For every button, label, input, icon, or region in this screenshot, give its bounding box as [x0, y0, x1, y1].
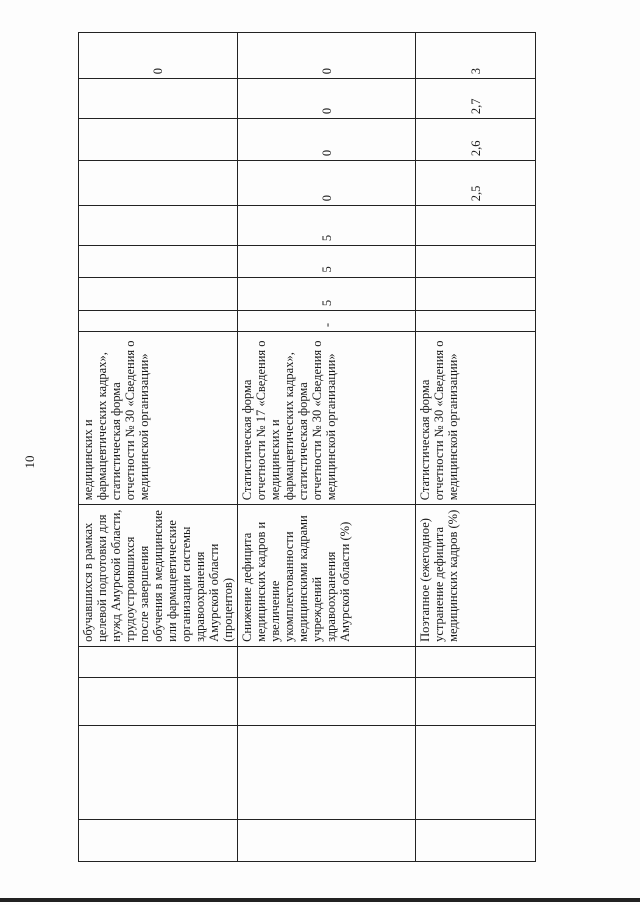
value-cell: 5 [238, 206, 416, 246]
value-cell: 5 [238, 277, 416, 311]
value-cell: 0 [238, 33, 416, 79]
cell-empty [238, 725, 416, 819]
cell-empty [238, 646, 416, 677]
indicator-cell: обучавшихся в рамках целевой подготовки для нужд Амурской области, трудоустроившихся после завершения обучения в медицинские или фармацевтические организации системы здравоохранения Амурской области (процентов) [79, 505, 238, 647]
value-cell: 0 [79, 33, 238, 79]
cell-empty [79, 646, 238, 677]
value-cell: 5 [238, 246, 416, 277]
value-cell [79, 161, 238, 206]
cell-empty [79, 725, 238, 819]
indicator-cell: Поэтапное (ежегодное) устранение дефицита медицинских кадров (%) [416, 505, 536, 647]
cell-empty [416, 820, 536, 862]
page-number: 10 [22, 455, 37, 469]
scan-edge-rule [0, 898, 640, 902]
value-cell [79, 206, 238, 246]
value-cell [416, 246, 536, 277]
value-cell: 3 [416, 33, 536, 79]
indicators-table [78, 32, 536, 862]
value-cell [416, 206, 536, 246]
value-cell: 2,6 [416, 119, 536, 161]
value-cell: 2,7 [416, 79, 536, 119]
value-cell [79, 79, 238, 119]
value-cell [79, 246, 238, 277]
cell-empty [416, 678, 536, 725]
cell-empty [416, 725, 536, 819]
cell-empty [238, 678, 416, 725]
value-cell: 0 [238, 79, 416, 119]
source-cell: Статистическая форма отчетности № 17 «Сведения о медицинских и фармацевтических кадрах», статистическая форма отчетности № 30 «Сведения о медицинской организации» [238, 332, 416, 505]
value-cell [416, 311, 536, 332]
value-cell: 0 [238, 161, 416, 206]
value-cell: - [238, 311, 416, 332]
table-row [238, 33, 416, 862]
indicator-cell: Снижение дефицита медицинских кадров и увеличение укомплектованности медицинскими кадрами учреждений здравоохранения Амурской области (%) [238, 505, 416, 647]
cell-empty [79, 678, 238, 725]
value-cell: 2,5 [416, 161, 536, 206]
value-cell [79, 277, 238, 311]
cell-empty [416, 646, 536, 677]
source-cell: Статистическая форма отчетности № 30 «Сведения о медицинской организации» [416, 332, 536, 505]
rotated-table-container [78, 32, 510, 862]
value-cell: 0 [238, 119, 416, 161]
source-cell: медицинских и фармацевтических кадрах», статистическая форма отчетности № 30 «Сведения о медицинской организации» [79, 332, 238, 505]
table-row [79, 33, 238, 862]
value-cell [79, 311, 238, 332]
value-cell [79, 119, 238, 161]
cell-empty [79, 820, 238, 862]
cell-empty [238, 820, 416, 862]
value-cell [416, 277, 536, 311]
table-row [416, 33, 536, 862]
